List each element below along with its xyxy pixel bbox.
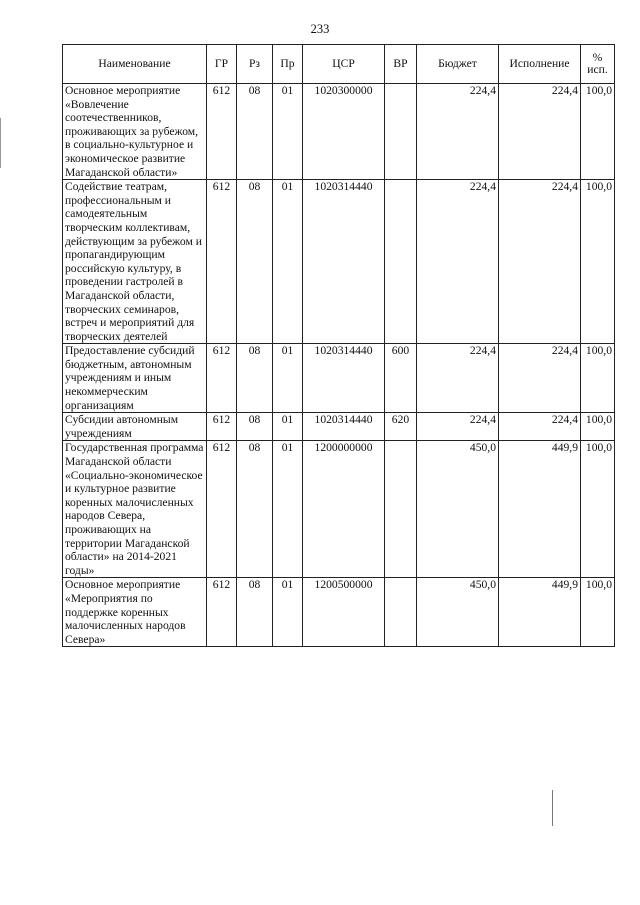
row-name: Основное мероприятие «Вовлечение соотечественников, проживающих за рубежом, в социально-культурное и экономическое развитие Магаданской области» (63, 84, 207, 180)
row-gr: 612 (207, 413, 237, 441)
header-pct-symbol: % (592, 51, 603, 64)
row-budget: 224,4 (417, 413, 499, 441)
row-pct: 100,0 (581, 344, 615, 413)
row-csr: 1200500000 (303, 578, 385, 647)
row-pr: 01 (273, 578, 303, 647)
row-csr: 1200000000 (303, 441, 385, 578)
row-vr: 620 (385, 413, 417, 441)
row-pct: 100,0 (581, 84, 615, 180)
row-name: Государственная программа Магаданской области «Социально-экономическое и культурное развитие коренных малочисленных народов Севера, проживающих на территории Магаданской области» на 2014-2021 годы» (63, 441, 207, 578)
header-csr: ЦСР (303, 45, 385, 84)
row-vr (385, 578, 417, 647)
row-execution: 224,4 (499, 180, 581, 344)
row-rz: 08 (237, 84, 273, 180)
row-gr: 612 (207, 180, 237, 344)
table-row (63, 441, 615, 578)
row-name: Содействие театрам, профессиональным и самодеятельным творческим коллективам, действующим за рубежом и пропагандирующим российскую культуру, в проведении гастролей в Магаданской области, творческих семинаров, встреч и мероприятий для творческих деятелей (63, 180, 207, 344)
row-pct: 100,0 (581, 578, 615, 647)
table-row (63, 84, 615, 180)
row-vr (385, 84, 417, 180)
row-name: Предоставление субсидий бюджетным, автономным учреждениям и иным некоммерческим организациям (63, 344, 207, 413)
row-budget: 224,4 (417, 180, 499, 344)
row-gr: 612 (207, 344, 237, 413)
row-pr: 01 (273, 344, 303, 413)
header-name: Наименование (63, 45, 207, 84)
table-row (63, 344, 615, 413)
row-pr: 01 (273, 180, 303, 344)
header-pct-label: исп. (587, 63, 608, 76)
table-row (63, 413, 615, 441)
table-row (63, 180, 615, 344)
row-gr: 612 (207, 84, 237, 180)
row-vr (385, 180, 417, 344)
row-rz: 08 (237, 413, 273, 441)
scan-mark (0, 118, 1, 168)
row-pct: 100,0 (581, 180, 615, 344)
row-execution: 224,4 (499, 344, 581, 413)
row-rz: 08 (237, 578, 273, 647)
row-budget: 450,0 (417, 441, 499, 578)
scan-mark (552, 790, 553, 826)
row-pr: 01 (273, 84, 303, 180)
header-pct (581, 45, 615, 84)
header-gr: ГР (207, 45, 237, 84)
row-csr: 1020300000 (303, 84, 385, 180)
header-rz: Рз (237, 45, 273, 84)
row-execution: 224,4 (499, 84, 581, 180)
row-rz: 08 (237, 180, 273, 344)
header-budget: Бюджет (417, 45, 499, 84)
row-execution: 224,4 (499, 413, 581, 441)
row-budget: 224,4 (417, 344, 499, 413)
budget-table (62, 44, 615, 647)
row-vr (385, 441, 417, 578)
row-csr: 1020314440 (303, 180, 385, 344)
row-gr: 612 (207, 578, 237, 647)
header-pr: Пр (273, 45, 303, 84)
row-budget: 450,0 (417, 578, 499, 647)
row-name: Основное мероприятие «Мероприятия по поддержке коренных малочисленных народов Севера» (63, 578, 207, 647)
row-rz: 08 (237, 344, 273, 413)
row-pct: 100,0 (581, 413, 615, 441)
row-rz: 08 (237, 441, 273, 578)
row-budget: 224,4 (417, 84, 499, 180)
row-execution: 449,9 (499, 578, 581, 647)
row-pr: 01 (273, 441, 303, 578)
row-execution: 449,9 (499, 441, 581, 578)
row-pct: 100,0 (581, 441, 615, 578)
row-name: Субсидии автономным учреждениям (63, 413, 207, 441)
row-vr: 600 (385, 344, 417, 413)
header-execution: Исполнение (499, 45, 581, 84)
table-header-row (63, 45, 615, 84)
table-row (63, 578, 615, 647)
page-number: 233 (310, 22, 330, 36)
row-pr: 01 (273, 413, 303, 441)
row-csr: 1020314440 (303, 344, 385, 413)
header-vr: ВР (385, 45, 417, 84)
row-csr: 1020314440 (303, 413, 385, 441)
row-gr: 612 (207, 441, 237, 578)
